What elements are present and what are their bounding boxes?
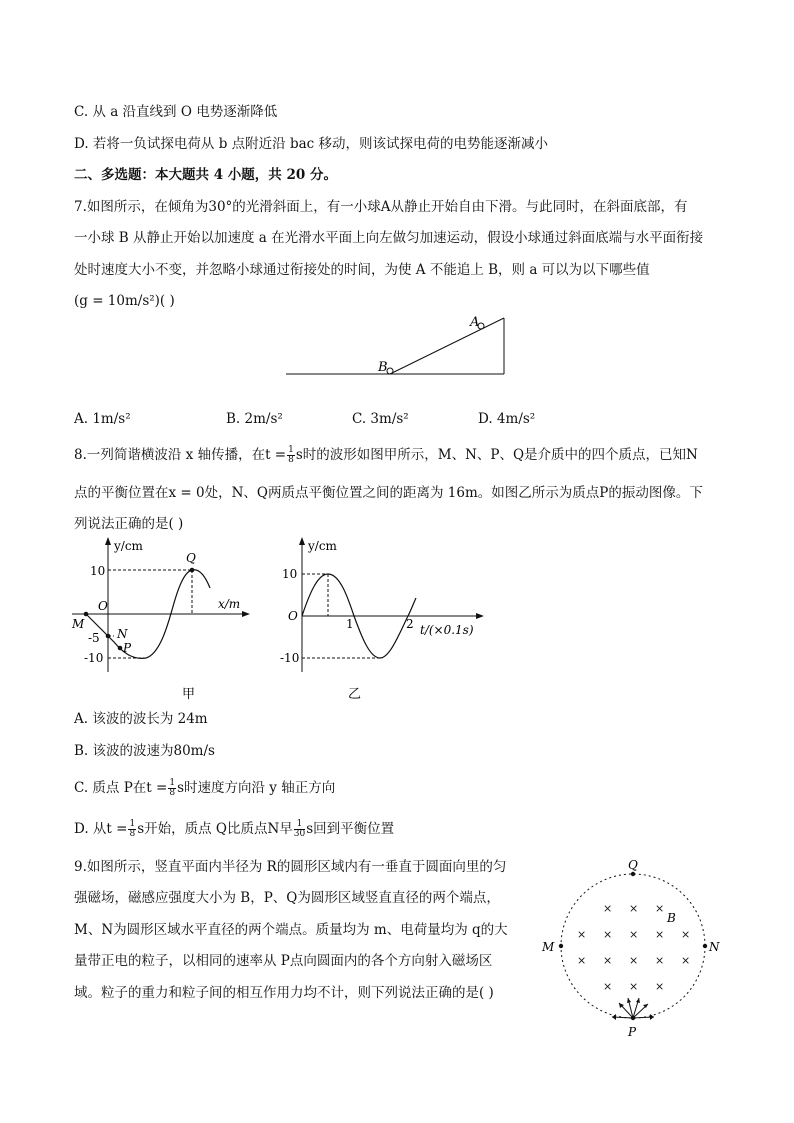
wave-graph (68, 532, 258, 708)
svg-text:2: 2 (406, 617, 414, 631)
svg-text:×: × (577, 954, 587, 967)
point-q: Q (186, 551, 196, 565)
label-p: P (628, 1025, 637, 1039)
svg-text:×: × (603, 902, 613, 915)
q8-option-b: B. 该波的波速为80m/s (74, 743, 215, 759)
svg-text:×: × (655, 954, 665, 967)
svg-text:×: × (629, 954, 639, 967)
svg-text:×: × (603, 954, 613, 967)
svg-text:x/m: x/m (218, 597, 241, 611)
svg-text:×: × (577, 928, 587, 941)
q8-option-c: C. 质点 P在t = $\frac{1}{8}$ s时速度方向沿 y 轴正方向 (74, 778, 336, 798)
q8-option-d: D. 从t = $\frac{1}{8}$ s开始，质点 Q比质点N早 $\frac{1}{30}$ s回到平衡位置 (74, 819, 395, 839)
q8-text-1: 8.一列简谐横波沿 x 轴传播，在t = $\frac{1}{8}$ s时的波形如图甲所示，M、N、P、Q是介质中的四个质点，已知N (74, 445, 698, 465)
q9-text-5: 域。粒子的重力和粒子间的相互作用力均不计，则下列说法正确的是( ) (74, 985, 494, 1001)
caption-jia: 甲 (182, 687, 196, 702)
svg-text:1: 1 (346, 617, 354, 631)
section-heading: 二、多选题：本大题共 4 小题，共 20 分。 (74, 167, 337, 183)
svg-text:×: × (629, 902, 639, 915)
svg-text:y/cm: y/cm (114, 539, 143, 553)
q7-option-b: B. 2m/s² (226, 411, 283, 427)
q8-option-a: A. 该波的波长为 24m (74, 711, 208, 727)
q9-text-2: 强磁场，磁感应强度大小为 B，P、Q为圆形区域竖直直径的两个端点， (74, 890, 500, 906)
caption-yi: 乙 (348, 687, 362, 702)
svg-text:O: O (98, 599, 108, 613)
q7-option-a: A. 1m/s² (74, 411, 131, 427)
vibration-graph (282, 532, 492, 708)
svg-text:×: × (681, 954, 691, 967)
svg-text:10: 10 (90, 564, 106, 578)
q9-text-3: M、N为圆形区域水平直径的两个端点。质量均为 m、电荷量均为 q的大 (74, 922, 508, 938)
point-p: P (123, 641, 132, 655)
svg-text:O: O (288, 609, 298, 623)
ball-b-label: B (378, 360, 388, 375)
point-m: M (72, 617, 85, 631)
magnetic-field-diagram (536, 855, 726, 1045)
q7-text-1: 7.如图所示，在倾角为30°的光滑斜面上，有一小球A从静止开始自由下滑。与此同时，在斜面底部，有 (74, 199, 688, 215)
label-b: B (667, 911, 676, 925)
option-c-q6: C. 从 a 沿直线到 O 电势逐渐降低 (74, 104, 278, 120)
point-n: N (117, 627, 128, 641)
svg-text:-10: -10 (84, 651, 104, 665)
svg-text:-10: -10 (280, 651, 300, 665)
svg-text:t/(×0.1s): t/(×0.1s) (420, 623, 474, 637)
incline-diagram (280, 310, 520, 382)
q9-text-4: 量带正电的粒子，以相同的速率从 P点向圆面内的各个方向射入磁场区 (74, 953, 493, 969)
svg-text:×: × (629, 928, 639, 941)
svg-text:y/cm: y/cm (308, 539, 337, 553)
q7-text-3: 处时速度大小不变，并忽略小球通过衔接处的时间，为使 A 不能追上 B，则 a 可以为以下哪些值 (74, 262, 650, 278)
q8-text-3: 列说法正确的是( ) (74, 516, 184, 532)
ball-a-label: A (470, 315, 480, 330)
svg-text:×: × (655, 928, 665, 941)
svg-text:×: × (655, 902, 665, 915)
label-n: N (709, 940, 720, 954)
q9-text-1: 9.如图所示，竖直平面内半径为 R的圆形区域内有一垂直于圆面向里的匀 (74, 859, 507, 875)
q7-option-c: C. 3m/s² (352, 411, 409, 427)
svg-text:×: × (603, 980, 613, 993)
q7-text-2: 一小球 B 从静止开始以加速度 a 在光滑水平面上向左做匀加速运动，假设小球通过斜面底端与水平面衔接 (74, 230, 704, 246)
q7-text-4: (g = 10m/s²)( ) (74, 293, 175, 309)
q7-option-d: D. 4m/s² (478, 411, 536, 427)
q8-text-2: 点的平衡位置在x = 0处，N、Q两质点平衡位置之间的距离为 16m。如图乙所示为质点P的振动图像。下 (74, 485, 703, 501)
label-q: Q (628, 858, 638, 872)
svg-text:×: × (655, 980, 665, 993)
svg-text:×: × (629, 980, 639, 993)
label-m: M (542, 940, 555, 954)
fraction: $\frac{1}{8}$ (288, 445, 294, 465)
svg-text:×: × (681, 928, 691, 941)
svg-text:-5: -5 (88, 631, 100, 645)
svg-text:10: 10 (282, 567, 298, 581)
option-d-q6: D. 若将一负试探电荷从 b 点附近沿 bac 移动，则该试探电荷的电势能逐渐减小 (74, 136, 548, 152)
svg-text:×: × (603, 928, 613, 941)
